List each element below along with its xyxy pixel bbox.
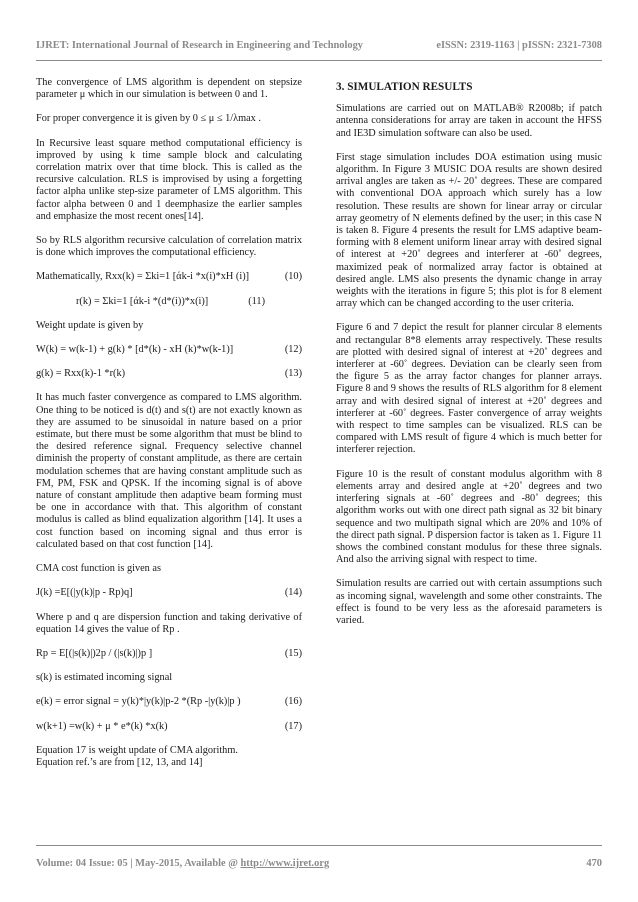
equation-number: (12) <box>284 344 302 356</box>
equation-number: (17) <box>284 720 302 732</box>
equation-text: J(k) =E[(|y(k)|p - Rp)q] <box>36 587 133 599</box>
header-rule <box>36 60 602 61</box>
paragraph: Equation 17 is weight update of CMA algorithm. <box>36 744 238 756</box>
paragraph: Figure 10 is the result of constant modulus algorithm with 8 elements array and desired angle at +20˚ degrees and two interfering signals at -60˚ degrees and -80˚ degrees; this algorithm works out with one direct path signal as 32 bit binary sequence and two multipath signal which are 20% and 10% of the direct path signal. P dispersion factor is taken as 1. Figure 11 shows the combined constant modulus for these three signals. And also the arriving signal with respect to time. <box>336 468 602 566</box>
equation-14 <box>36 587 302 599</box>
equation-number: (13) <box>284 368 302 380</box>
section-heading: 3. SIMULATION RESULTS <box>336 81 473 93</box>
volume-text: Volume: 04 Issue: 05 | May-2015, Available @ <box>36 858 241 869</box>
footer-rule <box>36 845 602 846</box>
equation-text: Rp = E[(|s(k)|)2p / (|s(k)|)p ] <box>36 647 153 659</box>
journal-link[interactable]: http://www.ijret.org <box>240 858 330 869</box>
paragraph: So by RLS algorithm recursive calculation of correlation matrix is done which improves the computational efficiency. <box>36 235 302 259</box>
equation-text: w(k+1) =w(k) + μ * e*(k) *x(k) <box>36 720 168 732</box>
equation-11 <box>36 296 302 308</box>
paragraph: Simulations are carried out on MATLAB® R2008b; if patch antenna considerations for array are taken in account the HFSS and IE3D simulation software can also be used. <box>336 103 602 139</box>
equation-16 <box>36 696 302 708</box>
issn: eISSN: 2319-1163 | pISSN: 2321-7308 <box>436 40 602 51</box>
journal-title: IJRET: International Journal of Research in Engineering and Technology <box>36 40 363 51</box>
equation-number: (14) <box>284 587 302 599</box>
equation-number: (16) <box>284 696 302 708</box>
equation-text: r(k) = Σki=1 [άk-i *(d*(i))*x(i)] <box>76 295 209 307</box>
equation-text: e(k) = error signal = y(k)*|y(k)|p-2 *(Rp -|y(k)|p ) <box>36 696 241 708</box>
paragraph: Where p and q are dispersion function and taking derivative of equation 14 gives the value of Rp . <box>36 611 302 635</box>
equation-number: (10) <box>284 271 302 283</box>
paragraph: It has much faster convergence as compared to LMS algorithm. One thing to be noticed is d(t) and s(t) are not exactly known as they are assumed to be sinusoidal in nature based on a prior estimate, but there must be some algorithm that must be blind to the desired reference signal. Frequency selective channel diminish the property of constant amplitude, as there are certain modulation schemes that are having constant amplitude such as FM, PM, FSK and QPSK. If the incoming signal is of above nature of constant amplitude then adaptive beam forming must be one in accordance with that. This algorithm of constant modulus is called as blind equalization algorithm [14]. It uses a cost function based on incoming signal and thus error is calculated based on that cost function [14]. <box>36 392 302 550</box>
paragraph: For proper convergence it is given by 0 ≤ μ ≤ 1/λmax . <box>36 113 261 125</box>
page-number: 470 <box>586 858 602 869</box>
equation-12 <box>36 344 302 356</box>
equation-number: (15) <box>284 647 302 659</box>
left-column <box>36 77 302 769</box>
paragraph: In Recursive least square method computational efficiency is improved by using k time sample block and calculating correlation matrix over that time block. This is called as the recursive calculation. RLS is improvised by using a forgetting factor alpha unlike step-size parameter of LMS algorithm. This factor alpha between 0 and 1 deemphasize the earlier samples and emphasize the most recent ones[14]. <box>36 137 302 222</box>
page-footer <box>36 858 602 869</box>
equation-10 <box>36 271 302 283</box>
page-header <box>36 40 602 51</box>
paragraph: Weight update is given by <box>36 319 144 331</box>
paragraph: s(k) is estimated incoming signal <box>36 672 173 684</box>
equation-17 <box>36 721 302 733</box>
paragraph: CMA cost function is given as <box>36 563 161 575</box>
equation-text: W(k) = w(k-1) + g(k) * [d*(k) - xH (k)*w(k-1)] <box>36 344 234 356</box>
paragraph: First stage simulation includes DOA estimation using music algorithm. In Figure 3 MUSIC DOA results are shown desired arrival angles are taken as +/- 20˚ degrees. These are compared with conventional DOA approach which surely has a low resolution. These results are shown for linear array or circular array geometry of N elements defined by the user; in this case N is taken 8. Figure 4 presents the result for LMS adaptive beam-forming with 8 element uniform linear array with desired signal of interest at +20˚ degrees and interferer at -60˚ degrees, maximized peak of normalized array factor is obtained at desired angle. LMS also presents the dynamic change in array weights with the iterations in figure 5; this plot is for 8 element array which can be changed according to the user criteria. <box>336 151 602 310</box>
equation-13 <box>36 368 302 380</box>
equation-text: g(k) = Rxx(k)-1 *r(k) <box>36 368 126 380</box>
equation-15 <box>36 648 302 660</box>
equation-number: (11) <box>248 295 266 307</box>
equation-text: Mathematically, Rxx(k) = Σki=1 [άk-i *x(i)*xH (i)] <box>36 271 250 283</box>
paragraph: The convergence of LMS algorithm is dependent on stepsize parameter μ which in our simulation is between 0 and 1. <box>36 77 302 101</box>
footer-volume <box>36 858 329 869</box>
paragraph: Figure 6 and 7 depict the result for planner circular 8 elements and rectangular 8*8 elements array respectively. These results are plotted with desired signal of interest at +20˚ degrees and interferer at -60˚ degrees. Deviation can be clearly seen from the figure 5 as the array factor changes for planner arrays. Figure 8 and 9 shows the results of RLS algorithm for 8 element array and with desired signal of interest at +20˚ degrees and interferer at -60˚ degrees. Faster convergence of array weights with respect to time samples can be visualized. RLS can be compared with LMS result of figure 4 which is much better for interferer rejection. <box>336 322 602 456</box>
right-column <box>336 77 602 639</box>
paragraph: Simulation results are carried out with certain assumptions such as incoming signal, wavelength and some other constraints. The effect is found to be very less as the aforesaid parameters is varied. <box>336 578 602 626</box>
paragraph: Equation ref.’s are from [12, 13, and 14] <box>36 756 203 768</box>
